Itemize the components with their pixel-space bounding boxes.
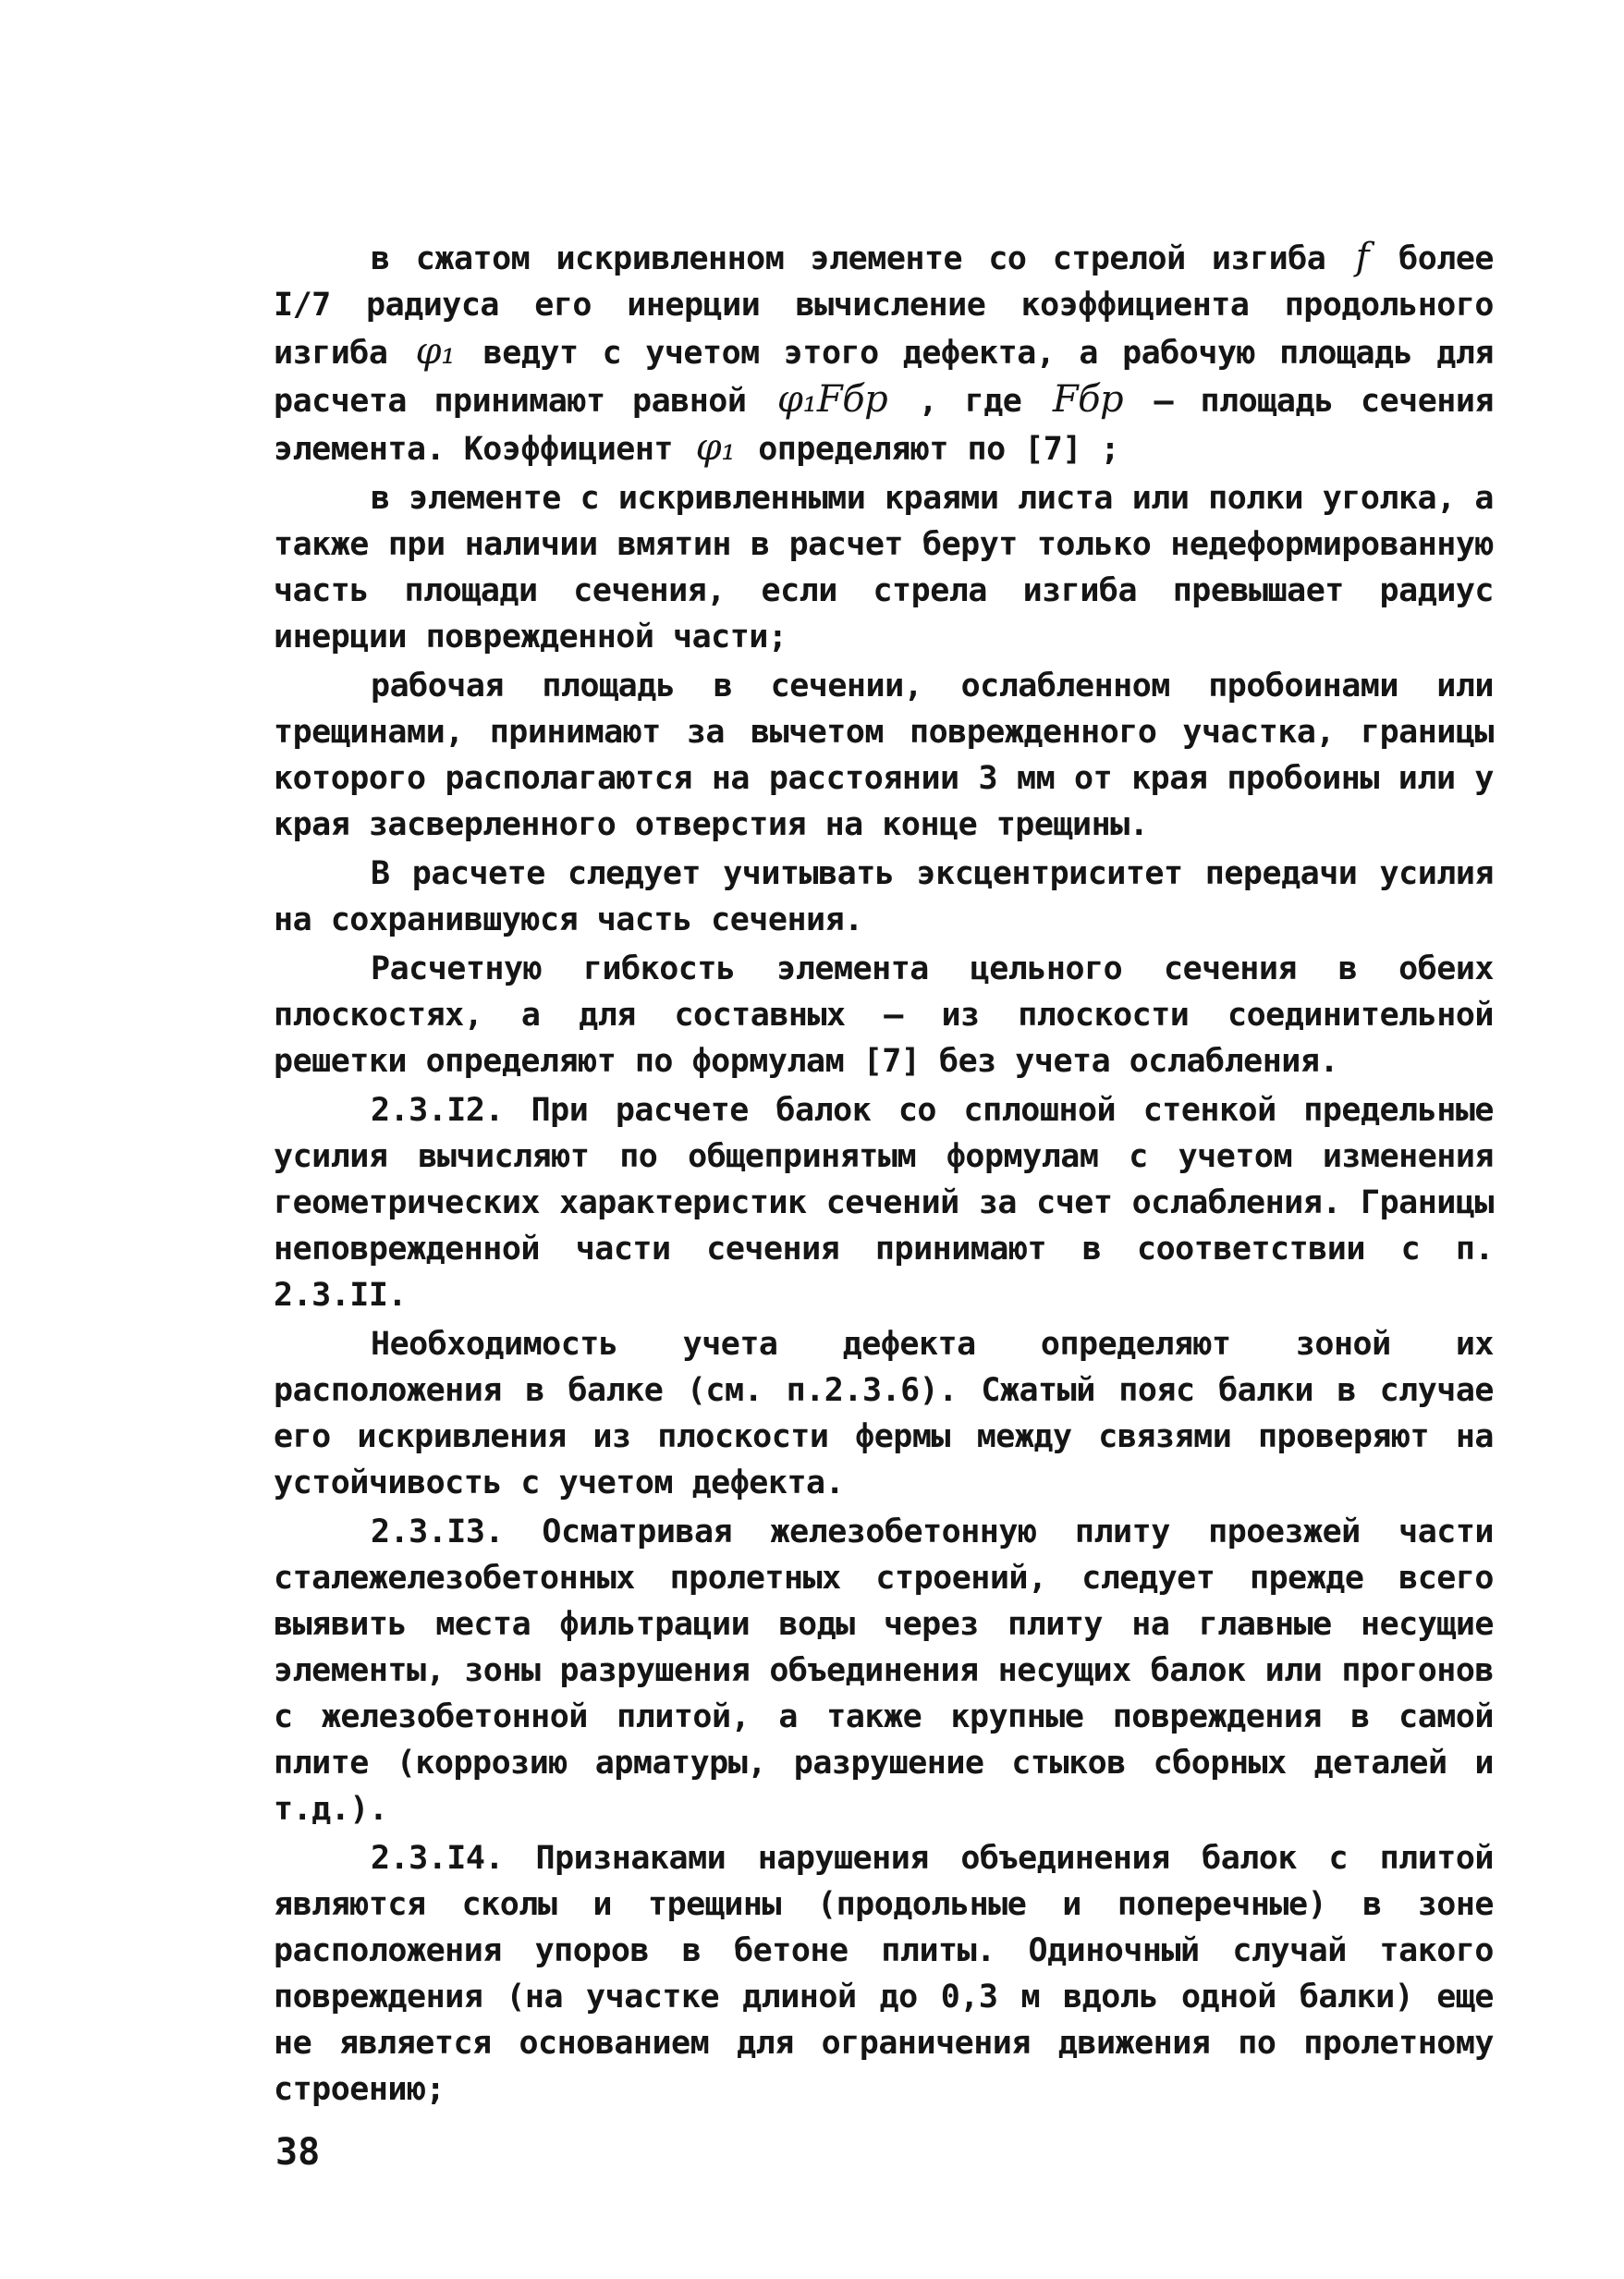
paragraph-text: более I/7 радиуса его инерции вычисление коэффициента продольного изгиба <box>274 240 1494 372</box>
paragraph-text: 2.3.I4. Признаками нарушения объединения балок с плитой являются сколы и трещины (продольные и поперечные) в зоне расположения упоров в бетоне плиты. Одиночный случай такого повреждения (на участке длиной до 0,3 м вдоль одной балки) еще не является основанием для ограничения движения по пролетному строению; <box>274 1840 1494 2108</box>
paragraph <box>274 663 1494 848</box>
paragraph <box>274 1835 1494 2113</box>
formula-symbol: φ₁Fбр <box>776 378 888 421</box>
paragraph-text: Расчетную гибкость элемента цельного сечения в обеих плоскостях, а для составных – из плоскости соединительной решетки определяют по формулам [7] без учета ослабления. <box>274 950 1494 1080</box>
paragraph-text: в элементе с искривленными краями листа или полки уголка, а также при наличии вмятин в расчет берут только недеформированную часть площади сечения, если стрела изгиба превышает радиус инерции поврежденной части; <box>274 480 1494 656</box>
paragraph-text: в сжатом искривленном элементе со стрелой изгиба <box>371 240 1352 277</box>
page-number: 38 <box>275 2131 321 2174</box>
paragraph <box>274 1321 1494 1506</box>
paragraph-text: рабочая площадь в сечении, ослабленном пробоинами или трещинами, принимают за вычетом поврежденного участка, границы которого располагаются на расстоянии 3 мм от края пробоины или у края засверленного отверстия на конце трещины. <box>274 668 1494 843</box>
paragraph-text: ведут с учетом этого дефекта, а рабочую площадь для расчета принимают равной <box>274 335 1494 420</box>
paragraph <box>274 234 1494 472</box>
paragraph-text: определяют по [7] ; <box>739 431 1120 468</box>
formula-symbol: Fбр <box>1052 378 1124 421</box>
formula-symbol: f <box>1355 236 1369 278</box>
paragraph-text: 2.3.I2. При расчете балок со сплошной стенкой предельные усилия вычисляют по общепринятым формулам с учетом изменения геометрических характеристик сечений за счет ослабления. Границы неповрежденной части сечения принимают в соответствии с п. 2.3.II. <box>274 1092 1494 1314</box>
paragraph <box>274 475 1494 660</box>
paragraph-text: 2.3.I3. Осматривая железобетонную плиту проезжей части сталежелезобетонных пролетных строений, следует прежде всего выявить места фильтрации воды через плиту на главные несущие элементы, зоны разрушения объединения несущих балок или прогонов с железобетонной плитой, а также крупные повреждения в самой плите (коррозию арматуры, разрушение стыков сборных деталей и т.д.). <box>274 1513 1494 1828</box>
formula-symbol: φ₁ <box>695 426 736 469</box>
paragraph <box>274 1087 1494 1318</box>
paragraph <box>274 946 1494 1084</box>
paragraph-text: Необходимость учета дефекта определяют зоной их расположения в балке (см. п.2.3.6). Сжатый пояс балки в случае его искривления из плоскости фермы между связями проверяют на устойчивость с учетом дефекта. <box>274 1326 1494 1501</box>
paragraph <box>274 851 1494 943</box>
paragraph-text: , где <box>891 383 1049 420</box>
paragraph <box>274 1509 1494 1832</box>
paragraph-text: В расчете следует учитывать эксцентриситет передачи усилия на сохранившуюся часть сечения. <box>274 855 1494 938</box>
page-body <box>274 234 1494 2115</box>
paragraph-text: – площадь сечения элемента. Коэффициент <box>274 383 1494 468</box>
formula-symbol: φ₁ <box>415 330 456 373</box>
